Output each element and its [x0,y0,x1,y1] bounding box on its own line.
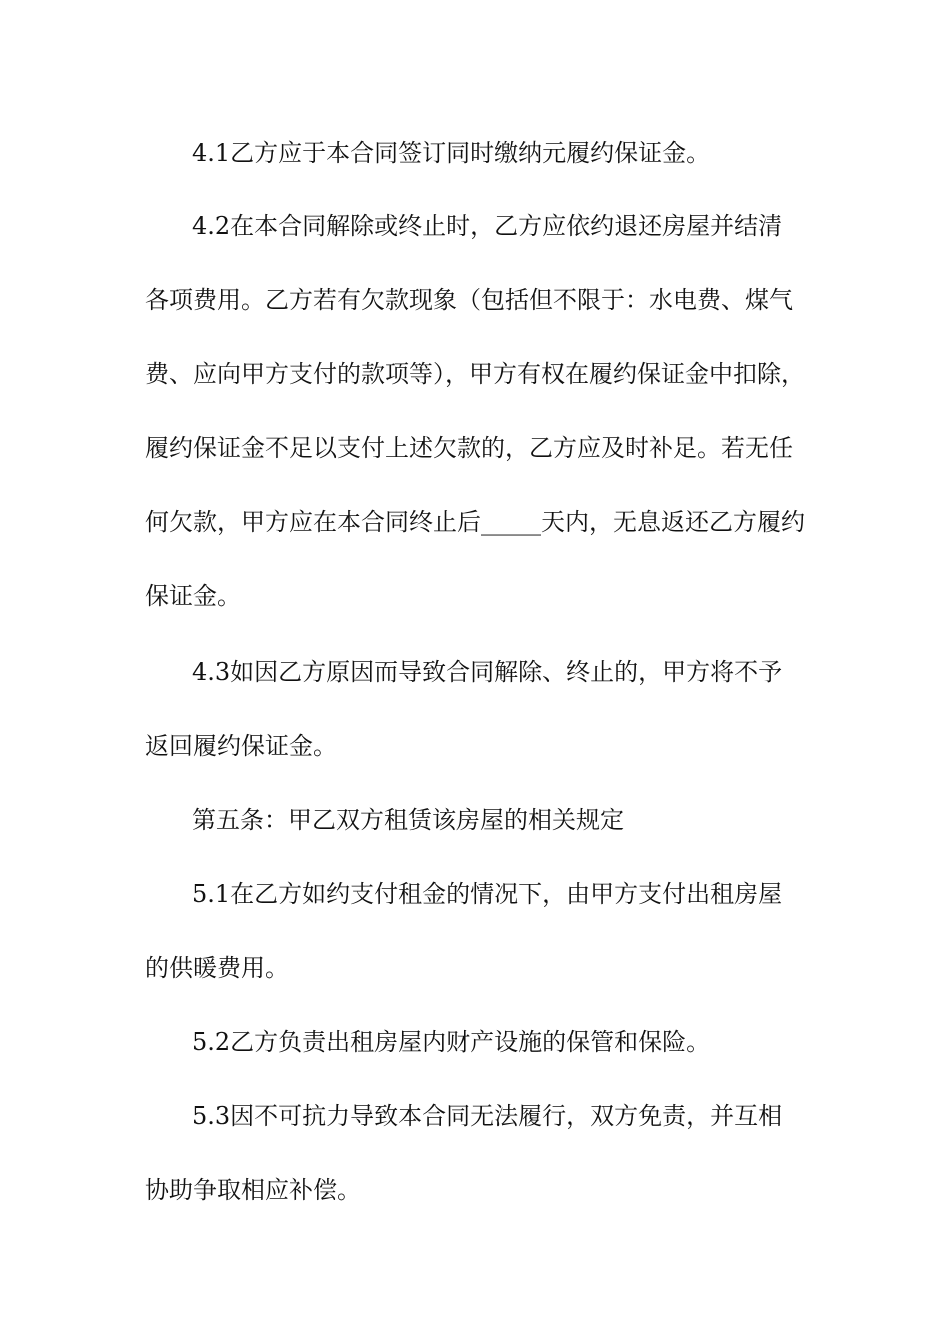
clause-5-3-line-2: 协助争取相应补偿。 [145,1176,361,1204]
clause-4-2-line-5: 何欠款，甲方应在本合同终止后_____天内，无息返还乙方履约 [145,508,805,536]
clause-5-2-line: 5.2乙方负责出租房屋内财产设施的保管和保险。 [192,1028,711,1056]
clause-4-1-line: 4.1乙方应于本合同签订同时缴纳元履约保证金。 [192,139,711,167]
clause-4-2-line-1: 4.2在本合同解除或终止时，乙方应依约退还房屋并结清 [192,212,783,240]
clause-4-2-line-3: 费、应向甲方支付的款项等），甲方有权在履约保证金中扣除， [145,360,805,388]
clause-5-1-line-1: 5.1在乙方如约支付租金的情况下，由甲方支付出租房屋 [192,880,783,908]
clause-4-2-line-2: 各项费用。乙方若有欠款现象（包括但不限于：水电费、煤气 [145,286,793,314]
article-5-heading: 第五条：甲乙双方租赁该房屋的相关规定 [192,806,624,834]
clause-4-3-line-1: 4.3如因乙方原因而导致合同解除、终止的，甲方将不予 [192,658,783,686]
clause-5-3-line-1: 5.3因不可抗力导致本合同无法履行，双方免责，并互相 [192,1102,783,1130]
clause-4-3-line-2: 返回履约保证金。 [145,732,337,760]
clause-4-2-line-6: 保证金。 [145,582,241,610]
clause-4-2-line-4: 履约保证金不足以支付上述欠款的，乙方应及时补足。若无任 [145,434,793,462]
clause-5-1-line-2: 的供暖费用。 [145,954,289,982]
